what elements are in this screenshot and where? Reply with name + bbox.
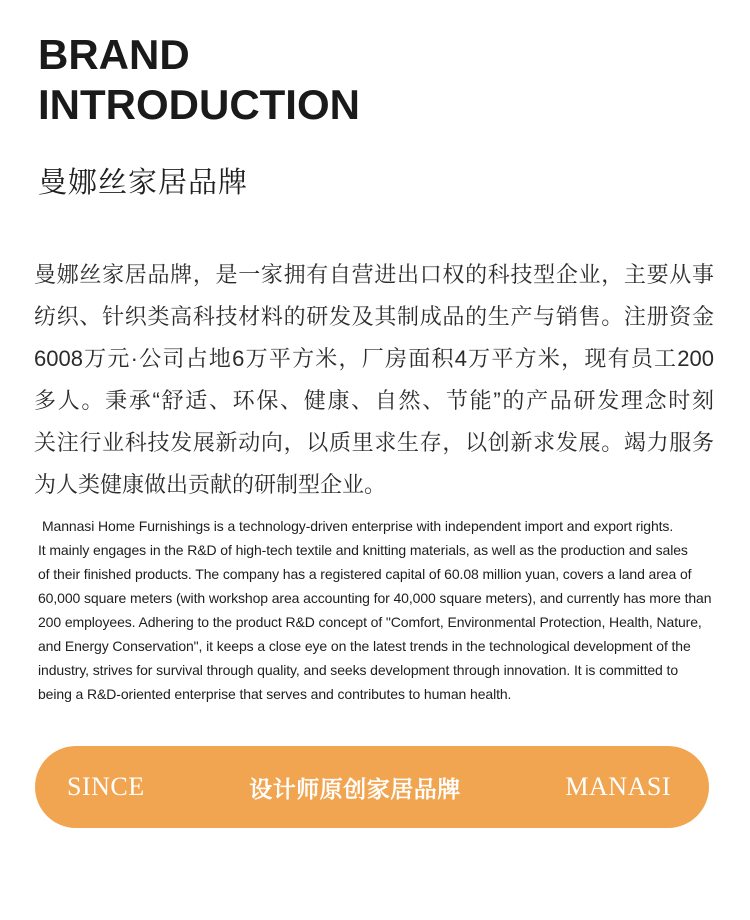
en-paragraph-line: and Energy Conservation", it keeps a close eye on the latest trends in the technological development of the <box>38 638 691 654</box>
en-paragraph-line: industry, strives for survival through quality, and seeks development through innovation. It is committed to <box>38 662 679 678</box>
brand-introduction-page <box>0 30 750 920</box>
en-paragraph-line: It mainly engages in the R&D of high-tech textile and knitting materials, as well as the production and sales <box>38 542 688 558</box>
en-paragraph-line: 60,000 square meters (with workshop area accounting for 40,000 square meters), and currently has more than <box>38 590 712 606</box>
en-paragraph-line: of their finished products. The company has a registered capital of 60.08 million yuan, covers a land area of <box>38 566 692 582</box>
page-title-line-1: BRAND <box>38 31 190 78</box>
zh-paragraph-line: 多人。秉承“舒适、环保、健康、自然、节能”的产品研发理念时刻 <box>34 388 714 413</box>
banner-slogan-label: 设计师原创家居品牌 <box>249 776 461 802</box>
intro-paragraph-en <box>38 514 724 706</box>
zh-paragraph-line: 关注行业科技发展新动向，以质里求生存，以创新求发展。竭力服务 <box>34 430 714 455</box>
zh-paragraph-line: 为人类健康做出贡献的研制型企业。 <box>34 472 387 497</box>
en-paragraph-line: Mannasi Home Furnishings is a technology-driven enterprise with independent import and export rights. <box>42 518 674 534</box>
zh-paragraph-line: 6008万元·公司占地6万平方米，厂房面积4万平方米，现有员工200 <box>34 346 714 371</box>
banner-since-label: SINCE <box>67 772 145 801</box>
page-title <box>38 30 750 130</box>
page-title-line-2: INTRODUCTION <box>38 81 360 128</box>
brand-banner <box>35 746 709 828</box>
en-paragraph-line: 200 employees. Adhering to the product R&D concept of "Comfort, Environmental Protection, Health, Nature, <box>38 614 702 630</box>
zh-paragraph-line: 曼娜丝家居品牌，是一家拥有自营进出口权的科技型企业，主要从事 <box>34 262 714 287</box>
intro-paragraph-zh <box>34 254 714 506</box>
brand-subtitle-zh: 曼娜丝家居品牌 <box>38 167 249 199</box>
en-paragraph-line: being a R&D-oriented enterprise that serves and contributes to human health. <box>38 686 512 702</box>
zh-paragraph-line: 纺织、针织类高科技材料的研发及其制成品的生产与销售。注册资金 <box>34 304 714 329</box>
banner-manasi-label: MANASI <box>565 772 671 801</box>
